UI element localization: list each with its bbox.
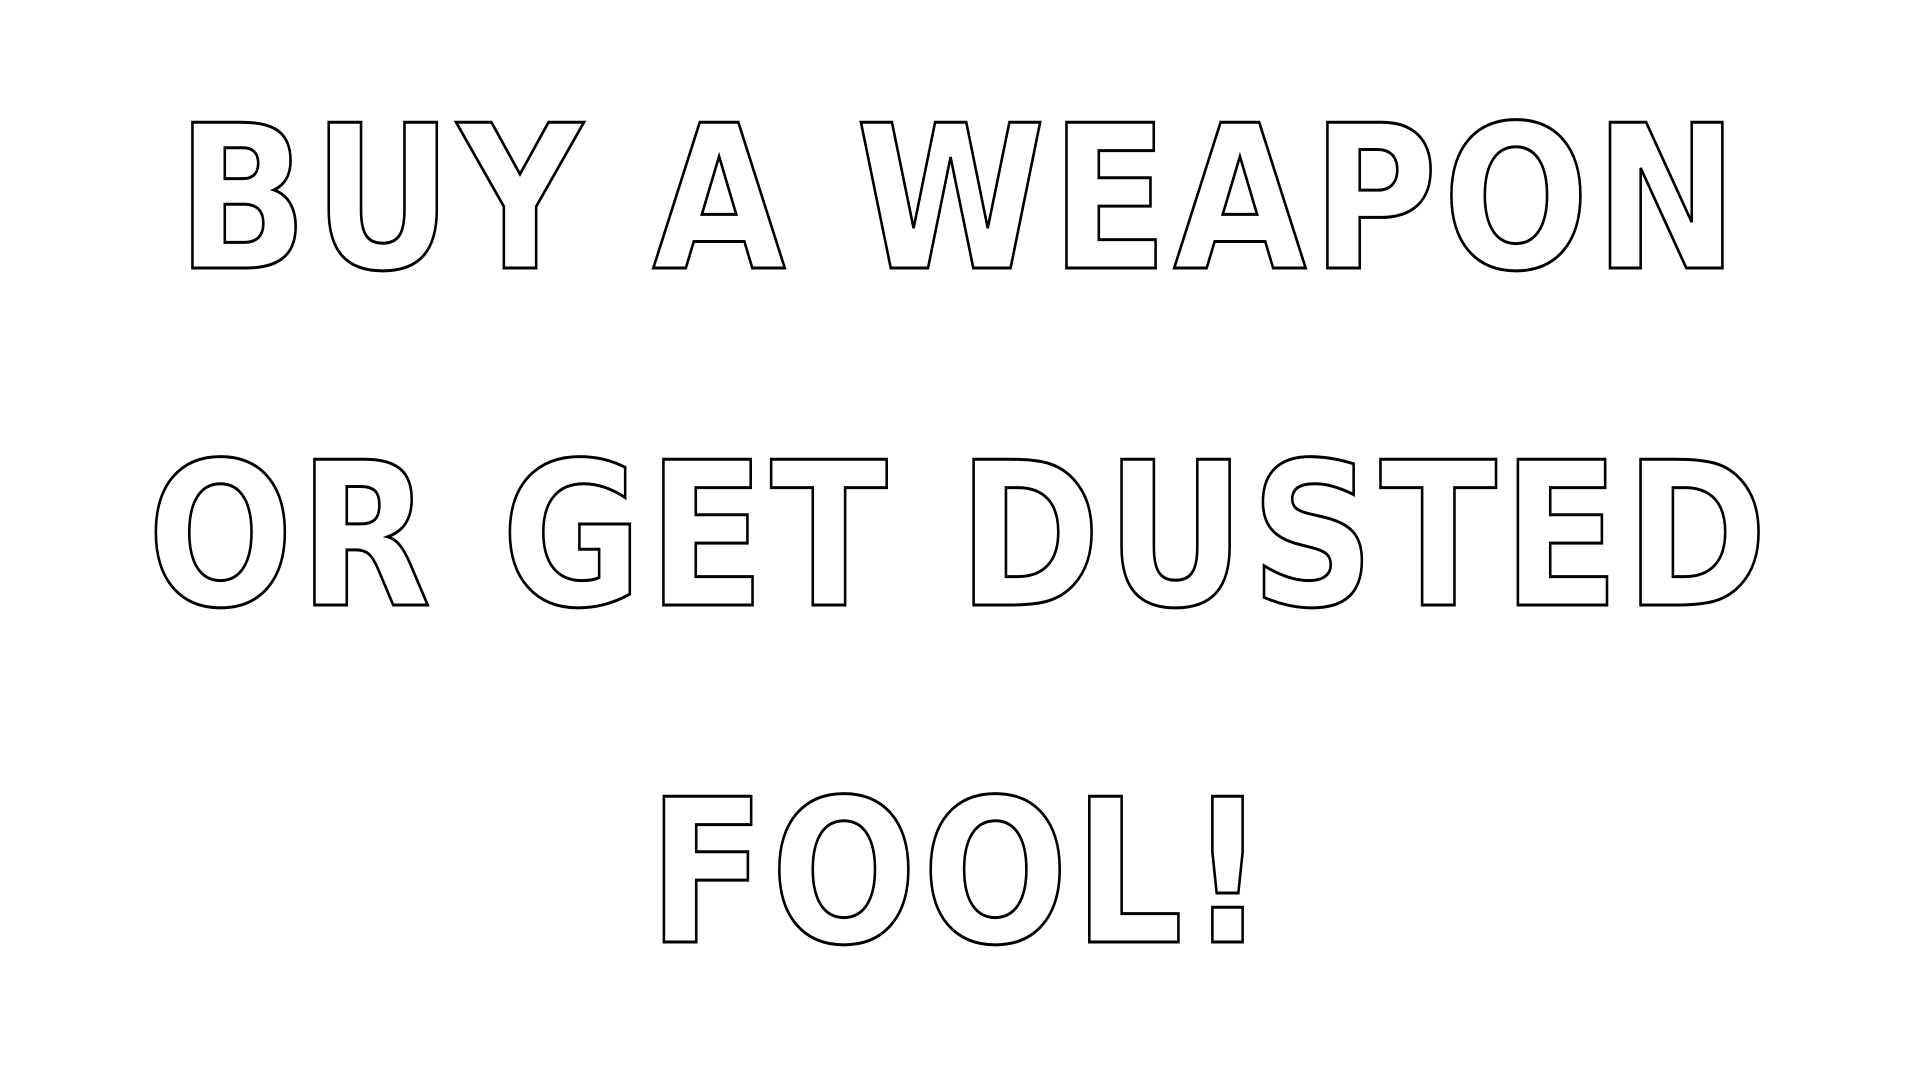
- headline-line-1: BUY A WEAPON: [176, 83, 1744, 316]
- headline-line-3: FOOL!: [648, 757, 1272, 990]
- headline-line-2: OR GET DUSTED: [147, 420, 1773, 653]
